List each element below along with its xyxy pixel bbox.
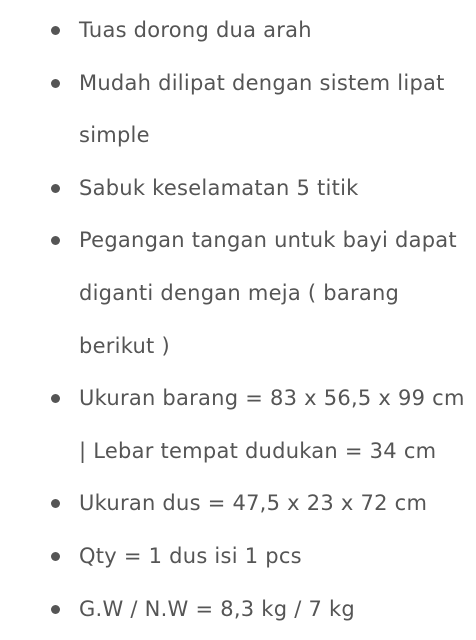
bullet-dot-icon — [51, 394, 60, 403]
list-item-text: Mudah dilipat dengan sistem lipat — [79, 70, 445, 95]
bullet-dot-icon — [51, 26, 60, 35]
list-item-text: Sabuk keselamatan 5 titik — [79, 175, 359, 200]
list-item — [0, 162, 476, 215]
bullet-dot-icon — [51, 236, 60, 245]
list-item-text: diganti dengan meja ( barang — [79, 280, 400, 305]
list-item — [0, 4, 476, 57]
list-item — [0, 57, 476, 162]
bullet-dot-icon — [51, 499, 60, 508]
bullet-dot-icon — [51, 79, 60, 88]
list-item-text: Tuas dorong dua arah — [79, 18, 312, 42]
list-item-text: simple — [79, 123, 150, 148]
feature-list — [0, 4, 476, 635]
list-item — [0, 477, 476, 530]
list-item-text: Ukuran dus = 47,5 x 23 x 72 cm — [79, 491, 428, 516]
list-item-text: G.W / N.W = 8,3 kg / 7 kg — [79, 596, 355, 621]
list-item-text: Qty = 1 dus isi 1 pcs — [79, 543, 302, 568]
list-item-text: | Lebar tempat dudukan = 34 cm — [79, 438, 437, 463]
list-item-text: Pegangan tangan untuk bayi dapat — [79, 228, 457, 253]
list-item — [0, 583, 476, 636]
bullet-dot-icon — [51, 184, 60, 193]
list-item — [0, 530, 476, 583]
list-item — [0, 372, 476, 477]
list-item — [0, 214, 476, 372]
bullet-dot-icon — [51, 605, 60, 614]
bullet-dot-icon — [51, 552, 60, 561]
list-item-text: berikut ) — [79, 333, 170, 358]
list-item-text: Ukuran barang = 83 x 56,5 x 99 cm — [79, 386, 465, 411]
